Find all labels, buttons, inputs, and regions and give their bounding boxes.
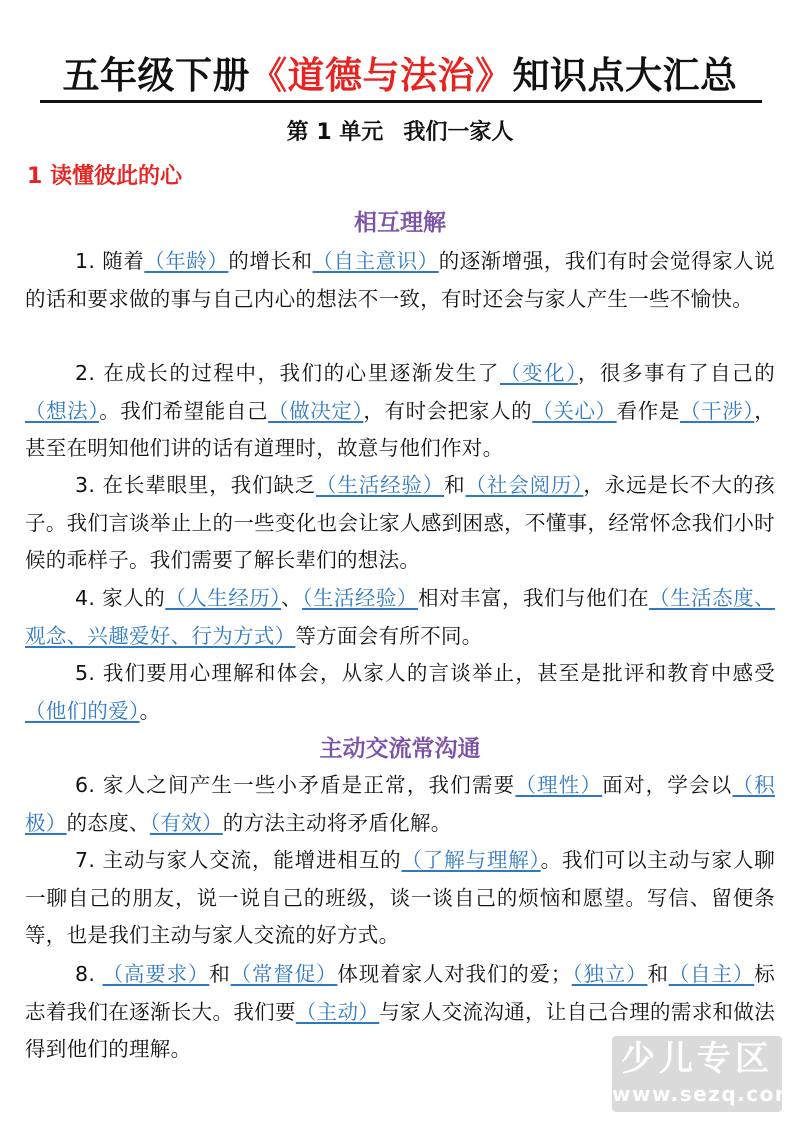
- paragraph-text: 4. 家人的: [75, 586, 166, 610]
- paragraph-text: 的增长和: [228, 249, 313, 273]
- site-watermark: [612, 1036, 798, 1112]
- paragraph-text: ，甚至在明知他们讲的话有道理时，故意与他们作对。: [25, 398, 775, 460]
- title-underline: [40, 100, 762, 103]
- paragraph-text: 的逐渐增强，我们有时会觉得家人说的话和要求做的事与自己内心的想法不一致，有时还会与家人产生一些不愉快。: [25, 249, 775, 311]
- keyword-answer: （自主意识）: [312, 249, 439, 273]
- section-title: 相互理解: [354, 210, 446, 236]
- paragraph-text: ，永远是长不大的孩子。我们言谈举止上的一些变化也会让家人感到困惑，不懂事，经常怀念我们小时候的乖样子。我们需要了解长辈们的想法。: [25, 473, 775, 572]
- paragraph-text: 的方法主动将矛盾化解。: [222, 810, 452, 835]
- paragraph-text: 看作是: [616, 398, 680, 423]
- unit-label: 第 1 单元: [286, 120, 384, 145]
- paragraph-text: ，有时会把家人的: [363, 398, 533, 423]
- keyword-answer: （了解与理解）: [401, 848, 541, 872]
- keyword-answer: （理性）: [515, 773, 603, 797]
- paragraph-text: ，很多事有了自己的: [577, 361, 776, 385]
- paragraph: [25, 243, 775, 318]
- keyword-answer: （有效）: [149, 810, 223, 835]
- paragraph-text: 。我们可以主动与家人聊一聊自己的朋友，说一说自己的班级，谈一谈自己的烦恼和愿望。写信、留便条等，也是我们主动与家人交流的好方式。: [25, 848, 775, 947]
- paragraph-text: 1. 随着: [75, 249, 145, 273]
- paragraph-text: 7. 主动与家人交流，能增进相互的: [75, 848, 402, 872]
- paragraph: [25, 580, 775, 655]
- title-highlight: 《道德与法治》: [250, 54, 513, 97]
- paragraph-text: 5. 我们要用心理解和体会，从家人的言谈举止，甚至是批评和教育中感受: [75, 661, 775, 685]
- lesson-title: 1 读懂彼此的心: [27, 164, 182, 189]
- keyword-answer: （独立）: [571, 962, 648, 986]
- paragraph-text: 相对丰富，我们与他们在: [417, 586, 650, 610]
- paragraph-text: 、: [281, 586, 303, 610]
- paragraph-text: 6. 家人之间产生一些小矛盾是正常，我们需要: [75, 773, 516, 797]
- keyword-answer: （积极）: [25, 773, 775, 835]
- paragraph-text: 2. 在成长的过程中，我们的心里逐渐发生了: [75, 361, 500, 385]
- paragraph-text: 8.: [75, 962, 103, 986]
- paragraph-text: 等方面会有所不同。: [295, 623, 483, 648]
- paragraph-text: 和: [647, 962, 669, 986]
- document-title: [0, 52, 800, 100]
- keyword-answer: （关心）: [532, 398, 617, 423]
- keyword-answer: （生活经验）: [316, 473, 445, 497]
- unit-heading: [0, 118, 800, 148]
- paragraph: [25, 767, 775, 842]
- keyword-answer: （做决定）: [268, 398, 364, 423]
- section-title: 主动交流常沟通: [319, 736, 481, 762]
- watermark-url: www.sezq.com: [612, 1082, 798, 1106]
- paragraph-text: 的态度、: [66, 810, 150, 835]
- paragraph-text: 与家人交流沟通，让自己合理的需求和做法得到他们的理解。: [25, 999, 775, 1061]
- title-prefix: 五年级下册: [62, 54, 250, 97]
- paragraph-text: 和: [209, 962, 231, 986]
- keyword-answer: （常督促）: [230, 962, 338, 986]
- paragraph: [25, 355, 775, 468]
- paragraph-text: 标志着我们在逐渐长大。我们要: [25, 962, 776, 1024]
- paragraph-text: 面对，学会以: [602, 773, 733, 797]
- keyword-answer: （社会阅历）: [465, 473, 584, 497]
- keyword-answer: （高要求）: [102, 962, 210, 986]
- keyword-answer: （自主）: [668, 962, 755, 986]
- keyword-answer: （生活态度、观念、兴趣爱好、行为方式）: [25, 586, 775, 648]
- keyword-answer: （年龄）: [144, 249, 229, 273]
- keyword-answer: （生活经验）: [302, 586, 418, 610]
- paragraph-text: 。我们希望能自己: [99, 398, 269, 423]
- watermark-logo-text: 少儿专区: [621, 1039, 773, 1079]
- keyword-answer: （主动）: [295, 999, 380, 1024]
- paragraph: [25, 467, 775, 580]
- paragraph-text: 3. 在长辈眼里，我们缺乏: [75, 473, 317, 497]
- keyword-answer: （想法）: [25, 398, 100, 423]
- paragraph: [25, 842, 775, 955]
- keyword-answer: （人生经历）: [165, 586, 282, 610]
- paragraph: [25, 655, 775, 730]
- unit-name: 我们一家人: [403, 120, 514, 145]
- paragraph-text: 体现着家人对我们的爱；: [337, 962, 572, 986]
- keyword-answer: （变化）: [499, 361, 578, 385]
- paragraph-text: 和: [444, 473, 466, 497]
- paragraph-text: 。: [139, 698, 161, 723]
- keyword-answer: （他们的爱）: [25, 698, 140, 723]
- keyword-answer: （干涉）: [680, 398, 755, 423]
- title-suffix: 知识点大汇总: [512, 54, 738, 97]
